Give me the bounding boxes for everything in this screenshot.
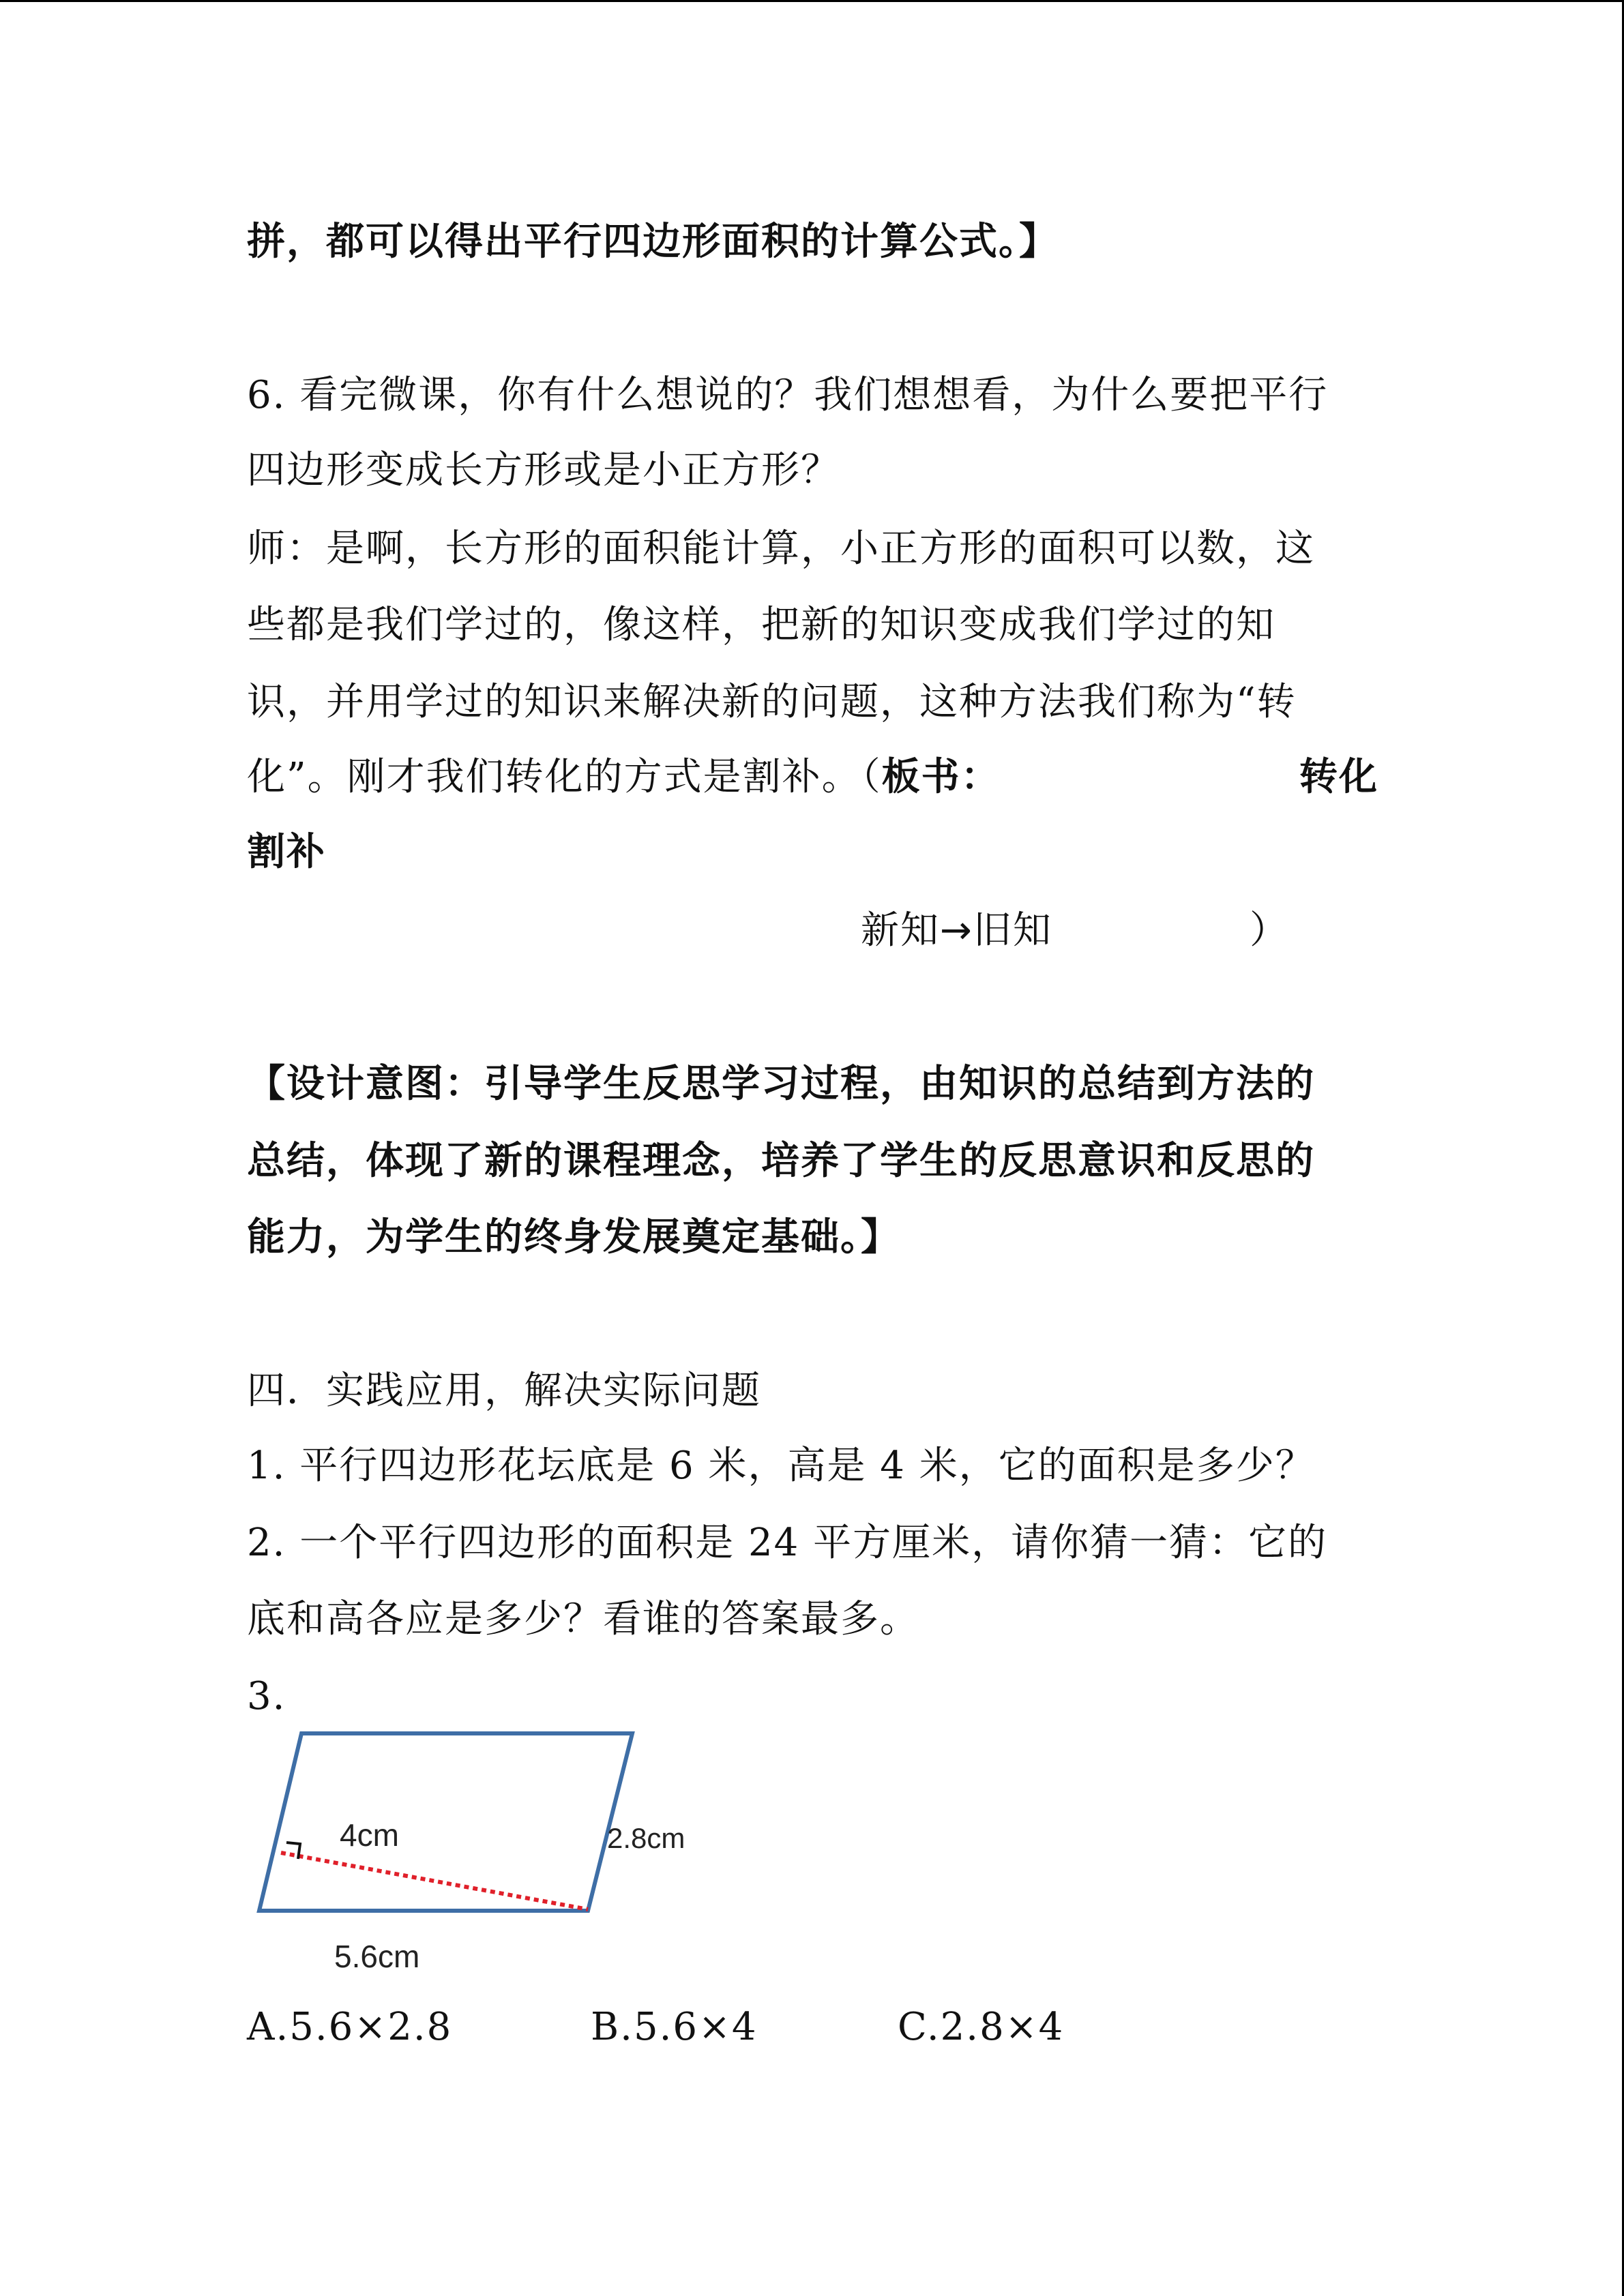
board-close-paren: ） [1250, 908, 1289, 953]
base-label: 5.6cm [334, 1939, 420, 1974]
practice-question-3: 3. [247, 1674, 286, 1718]
option-b: B.5.6×4 [591, 2005, 758, 2049]
side-label: 2.8cm [607, 1822, 685, 1854]
design-intent-line-2: 总结，体现了新的课程理念，培养了学生的反思意识和反思的 [247, 1139, 1315, 1183]
practice-question-2-line-2: 底和高各应是多少？看谁的答案最多。 [247, 1597, 919, 1641]
practice-question-2-line-1: 2. 一个平行四边形的面积是 24 平方厘米，请你猜一猜：它的 [247, 1521, 1328, 1565]
teacher-line-4 [247, 754, 1001, 801]
parallelogram-shape [259, 1733, 632, 1911]
height-line [281, 1853, 588, 1909]
board-new-to-old: 新知→旧知 [861, 908, 1052, 953]
parallelogram-figure [247, 1718, 738, 1978]
question-6-line-1: 6. 看完微课，你有什么想说的？我们想想看，为什么要把平行 [247, 373, 1329, 417]
option-c: C.2.8×4 [898, 2005, 1065, 2049]
board-transform: 转化 [1299, 755, 1378, 799]
parallelogram-svg [247, 1718, 738, 1978]
teacher-line-4-text: 化”。刚才我们转化的方式是割补。（ [247, 755, 882, 799]
board-writing-label: 板书： [881, 755, 1001, 799]
teacher-line-3: 识，并用学过的知识来解决新的问题，这种方法我们称为“转 [247, 680, 1297, 724]
section-4-heading: 四．实践应用，解决实际问题 [247, 1369, 761, 1413]
design-intent-continuation: 拼，都可以得出平行四边形面积的计算公式。】 [247, 220, 1059, 264]
option-a: A.5.6×2.8 [247, 2005, 453, 2049]
design-intent-line-3: 能力，为学生的终身发展奠定基础。】 [247, 1215, 900, 1259]
height-label: 4cm [340, 1817, 399, 1853]
design-intent-line-1: 【设计意图：引导学生反思学习过程，由知识的总结到方法的 [247, 1062, 1315, 1106]
teacher-line-1: 师：是啊，长方形的面积能计算，小正方形的面积可以数，这 [247, 526, 1315, 571]
board-cut-fill: 割补 [247, 830, 326, 874]
question-6-line-2: 四边形变成长方形或是小正方形？ [247, 448, 840, 492]
practice-question-1: 1. 平行四边形花坛底是 6 米，高是 4 米，它的面积是多少？ [247, 1444, 1315, 1488]
teacher-line-2: 些都是我们学过的，像这样，把新的知识变成我们学过的知 [247, 603, 1275, 647]
page-border-top [0, 0, 1624, 2]
